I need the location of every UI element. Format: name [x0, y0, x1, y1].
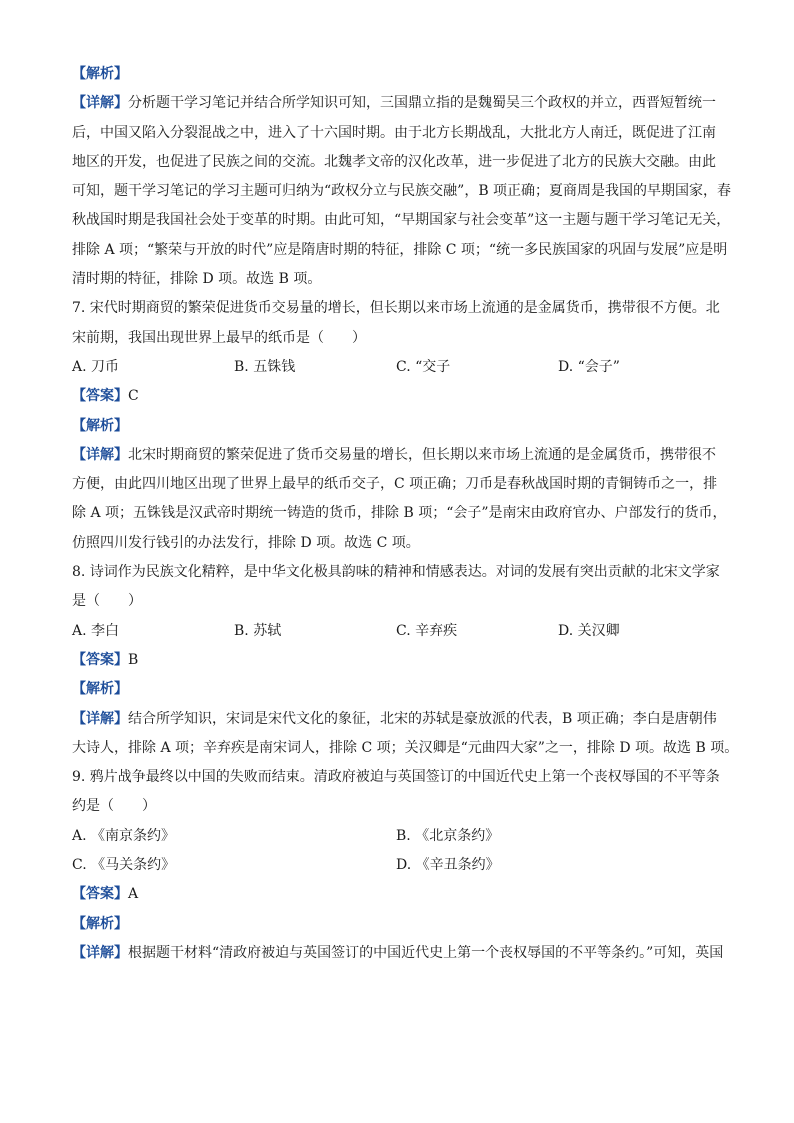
option-d: D. 《辛丑条约》: [396, 857, 500, 874]
analysis-label-q9: 【解析】: [72, 915, 128, 932]
question-9-stem: 9. 鸦片战争最终以中国的失败而结束。清政府被迫与英国签订的中国近代史上第一个丧权辱国的不平等条: [72, 769, 720, 786]
option-a: A. 《南京条约》: [72, 827, 176, 844]
question-8-stem: 是（ ）: [72, 593, 142, 610]
answer-q7: 【答案】C: [72, 388, 139, 405]
detail-line: 后，中国又陷入分裂混战之中，进入了十六国时期。由于北方长期战乱，大批北方人南迁，既促进了江南: [72, 124, 716, 141]
question-9-stem: 约是（ ）: [72, 798, 156, 815]
option-b: B. 苏轼: [234, 622, 282, 639]
detail-line: 仿照四川发行钱引的办法发行，排除 D 项。故选 C 项。: [72, 534, 420, 551]
answer-q8: 【答案】B: [72, 651, 139, 668]
detail-line: 清时期的特征，排除 D 项。故选 B 项。: [72, 271, 322, 288]
option-c: C. 《马关条约》: [72, 857, 176, 874]
option-c: C. 辛弃疾: [396, 622, 458, 639]
answer-value: A: [128, 886, 139, 903]
option-d: D. 关汉卿: [558, 622, 620, 639]
detail-line: 排除 A 项；“繁荣与开放的时代”应是隋唐时期的特征，排除 C 项；“统一多民族国家的巩固与发展”应是明: [72, 241, 728, 258]
detail-line: 除 A 项；五铢钱是汉武帝时期统一铸造的货币，排除 B 项；“会子”是南宋由政府官办、户部发行的货币，: [72, 505, 727, 522]
detail-line: 【详解】北宋时期商贸的繁荣促进了货币交易量的增长，但长期以来市场上流通的是金属货币，携带很不: [72, 446, 716, 463]
option-b: B. 《北京条约》: [396, 827, 500, 844]
question-8-stem: 8. 诗词作为民族文化精粹，是中华文化极具韵味的精神和情感表达。对词的发展有突出贡献的北宋文学家: [72, 564, 720, 581]
analysis-label-q7: 【解析】: [72, 417, 128, 434]
detail-line: 【详解】分析题干学习笔记并结合所学知识可知，三国鼎立指的是魏蜀吴三个政权的并立，西晋短暂统一: [72, 95, 716, 112]
question-7-stem: 宋前期，我国出现世界上最早的纸币是（ ）: [72, 329, 366, 346]
detail-line: 地区的开发，也促进了民族之间的交流。北魏孝文帝的汉化改革，进一步促进了北方的民族大交融。由此: [72, 153, 716, 170]
question-9-options-row-2: [72, 853, 724, 878]
option-b: B. 五铢钱: [234, 358, 296, 375]
detail-line: 【详解】结合所学知识，宋词是宋代文化的象征，北宋的苏轼是豪放派的代表，B 项正确；李白是唐朝伟: [72, 710, 717, 727]
detail-line: 方便，由此四川地区出现了世界上最早的纸币交子，C 项正确；刀币是春秋战国时期的青铜铸币之一，排: [72, 476, 718, 493]
option-c: C. “交子: [396, 358, 451, 375]
detail-line: 秋战国时期是我国社会处于变革的时期。由此可知，“早期国家与社会变革”这一主题与题干学习笔记无关，: [72, 212, 731, 229]
detail-line: 大诗人，排除 A 项；辛弃疾是南宋词人，排除 C 项；关汉卿是“元曲四大家”之一，排除 D 项。故选 B 项。: [72, 739, 739, 756]
analysis-label-q6: 【解析】: [72, 66, 128, 82]
question-7-stem: 7. 宋代时期商贸的繁荣促进货币交易量的增长，但长期以来市场上流通的是金属货币，携带很不方便。北: [72, 300, 720, 317]
option-d: D. “会子”: [558, 358, 620, 375]
answer-q9: 【答案】A: [72, 886, 139, 903]
question-8-options: [72, 619, 724, 644]
document-content: [72, 62, 739, 970]
detail-label-q6: 【详解】: [72, 95, 128, 112]
option-a: A. 李白: [72, 622, 120, 639]
answer-value: B: [128, 651, 139, 668]
detail-line: 可知，题干学习笔记的学习主题可归纳为“政权分立与民族交融”，B 项正确；夏商周是我国的早期国家，春: [72, 183, 732, 200]
analysis-label-q8: 【解析】: [72, 681, 128, 698]
question-7-options: [72, 355, 724, 380]
answer-value: C: [128, 388, 139, 405]
option-a: A. 刀币: [72, 358, 120, 375]
detail-line: 【详解】根据题干材料“清政府被迫与英国签订的中国近代史上第一个丧权辱国的不平等条约。”可知，英国: [72, 944, 724, 961]
question-9-options-row-1: [72, 824, 724, 849]
